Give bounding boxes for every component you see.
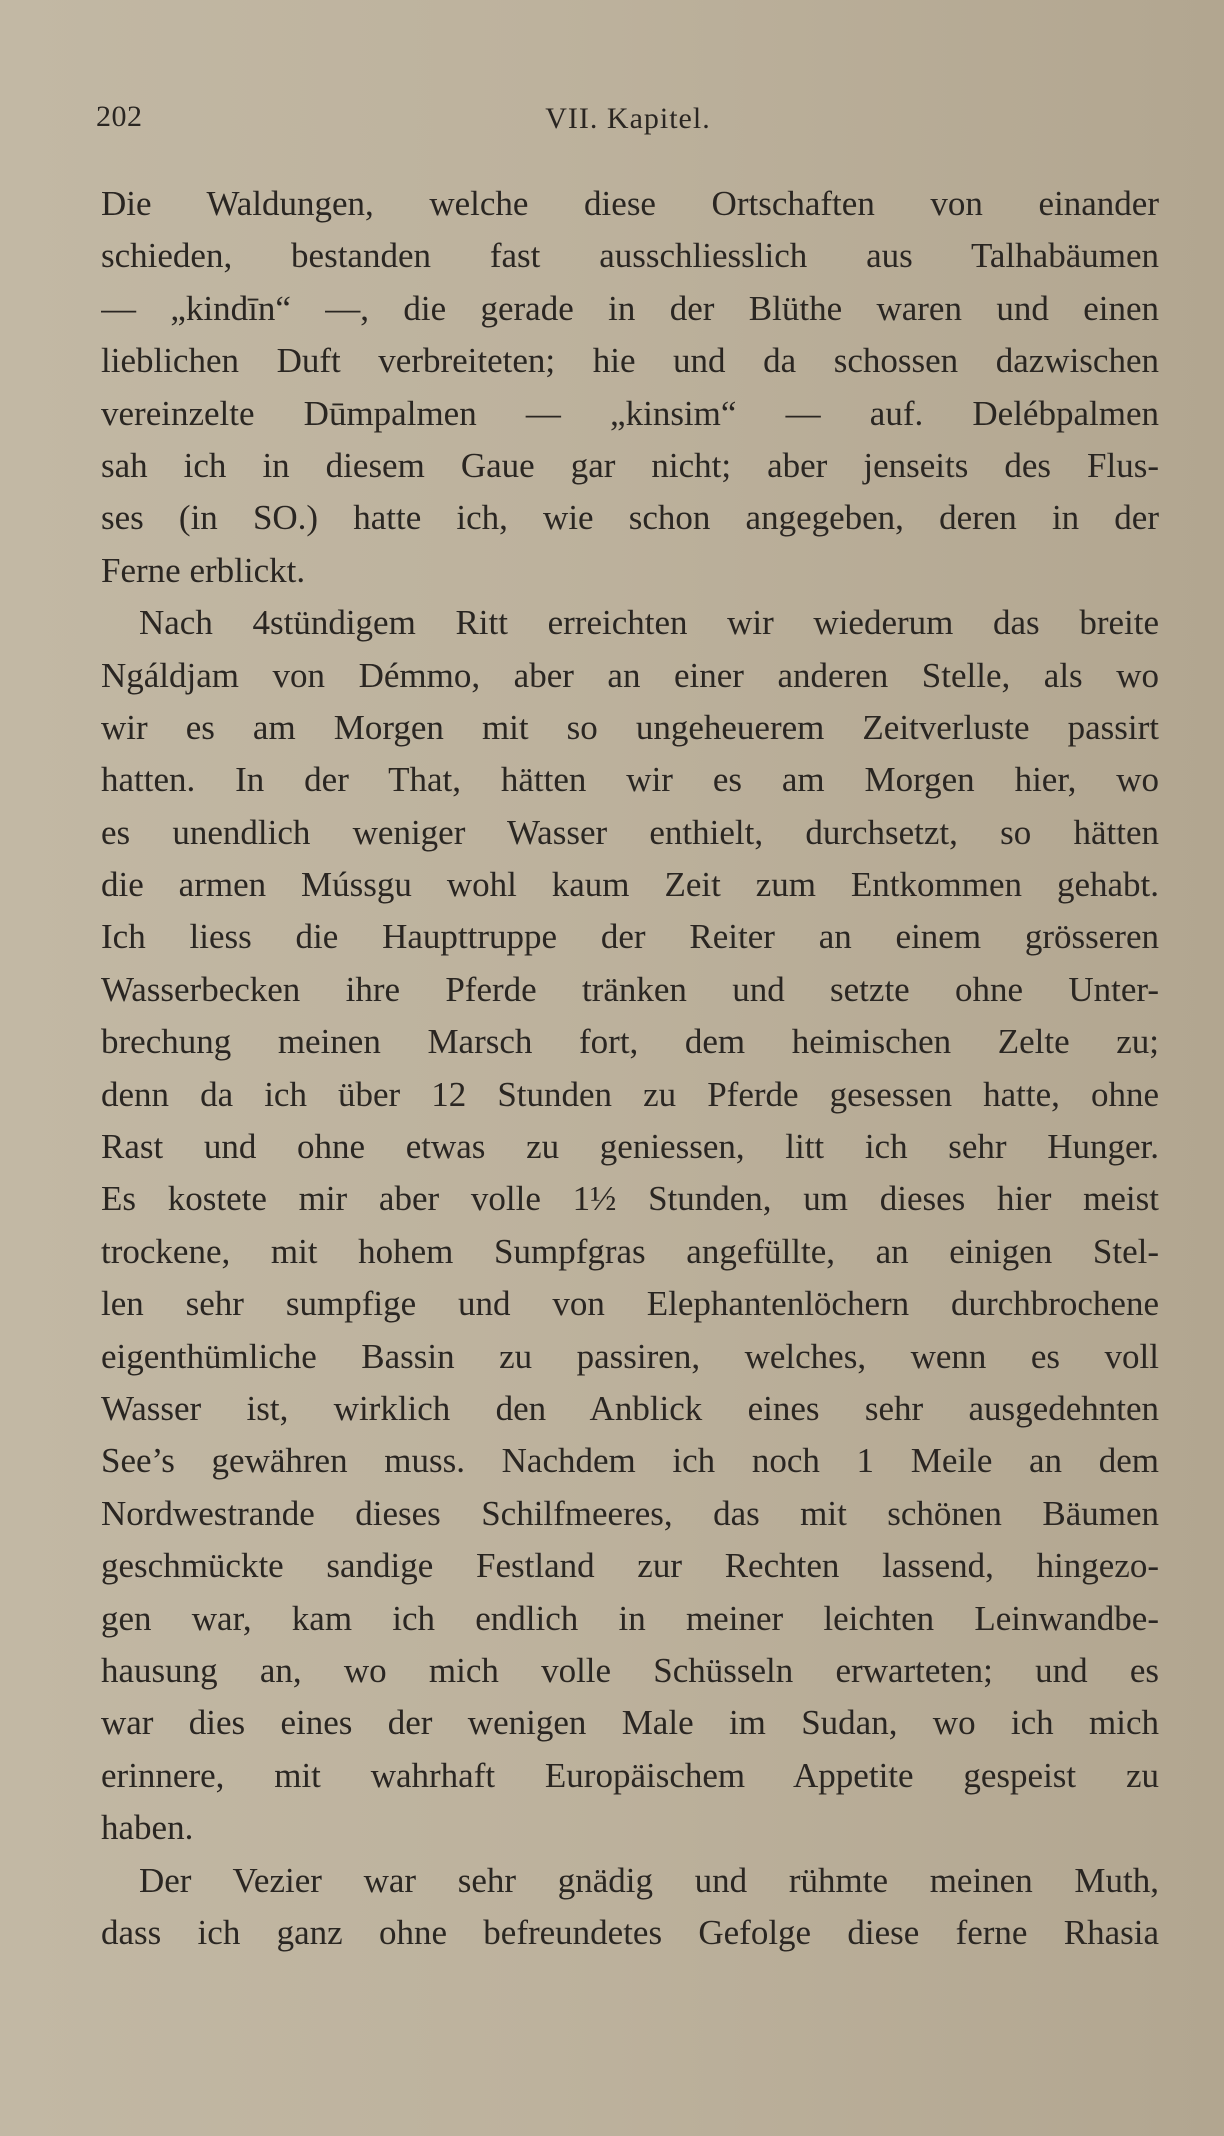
text-line: Ngáldjam von Démmo, aber an einer anderen Stelle, als wo (101, 655, 1159, 695)
text-line: Wasserbecken ihre Pferde tränken und setzte ohne Unter- (101, 969, 1159, 1009)
text-line: die armen Mússgu wohl kaum Zeit zum Entkommen gehabt. (101, 865, 1159, 905)
text-line: Ferne erblickt. (101, 550, 306, 590)
text-line: gen war, kam ich endlich in meiner leichten Leinwandbe- (101, 1598, 1159, 1638)
text-line: — „kindīn“ —, die gerade in der Blüthe waren und einen (101, 288, 1159, 328)
body-text (101, 178, 1159, 1959)
text-line: Rast und ohne etwas zu geniessen, litt ich sehr Hunger. (101, 1127, 1159, 1167)
text-line: trockene, mit hohem Sumpfgras angefüllte, an einigen Stel- (101, 1231, 1159, 1271)
text-line: war dies eines der wenigen Male im Sudan, wo ich mich (101, 1703, 1159, 1743)
text-line: denn da ich über 12 Stunden zu Pferde gesessen hatte, ohne (101, 1074, 1159, 1114)
text-line: Die Waldungen, welche diese Ortschaften von einander (101, 184, 1159, 223)
text-line: geschmückte sandige Festland zur Rechten lassend, hingezo- (101, 1546, 1159, 1586)
text-line: lieblichen Duft verbreiteten; hie und da schossen dazwischen (101, 341, 1159, 381)
text-line: Nach 4stündigem Ritt erreichten wir wiederum das breite (139, 603, 1159, 643)
page-header (96, 100, 1160, 146)
text-line: See’s gewähren muss. Nachdem ich noch 1 Meile an dem (101, 1441, 1159, 1481)
text-line: sah ich in diesem Gaue gar nicht; aber jenseits des Flus- (101, 445, 1159, 485)
text-line: Wasser ist, wirklich den Anblick eines sehr ausgedehnten (101, 1388, 1159, 1428)
text-line: ses (in SO.) hatte ich, wie schon angegeben, deren in der (101, 498, 1159, 538)
text-line: dass ich ganz ohne befreundetes Gefolge diese ferne Rhasia (101, 1912, 1159, 1952)
text-line: hausung an, wo mich volle Schüsseln erwarteten; und es (101, 1650, 1159, 1690)
text-line: len sehr sumpfige und von Elephantenlöchern durchbrochene (101, 1284, 1159, 1324)
text-line: brechung meinen Marsch fort, dem heimischen Zelte zu; (101, 1022, 1159, 1062)
text-line: eigenthümliche Bassin zu passiren, welches, wenn es voll (101, 1336, 1159, 1376)
text-line: Der Vezier war sehr gnädig und rühmte meinen Muth, (139, 1860, 1159, 1900)
text-line: haben. (101, 1808, 194, 1848)
text-line: Nordwestrande dieses Schilfmeeres, das mit schönen Bäumen (101, 1493, 1159, 1533)
text-line: erinnere, mit wahrhaft Europäischem Appetite gespeist zu (101, 1755, 1159, 1795)
text-line: wir es am Morgen mit so ungeheuerem Zeitverluste passirt (101, 707, 1159, 747)
text-line: schieden, bestanden fast ausschliesslich aus Talhabäumen (101, 236, 1159, 276)
text-line: Es kostete mir aber volle 1½ Stunden, um dieses hier meist (101, 1179, 1159, 1219)
text-line: vereinzelte Dūmpalmen — „kinsim“ — auf. Delébpalmen (101, 393, 1159, 433)
text-line: hatten. In der That, hätten wir es am Morgen hier, wo (101, 760, 1159, 800)
page-number: 202 (96, 100, 143, 133)
text-line: Ich liess die Haupttruppe der Reiter an einem grösseren (101, 917, 1159, 957)
running-head: VII. Kapitel. (545, 102, 711, 135)
text-line: es unendlich weniger Wasser enthielt, durchsetzt, so hätten (101, 812, 1159, 852)
